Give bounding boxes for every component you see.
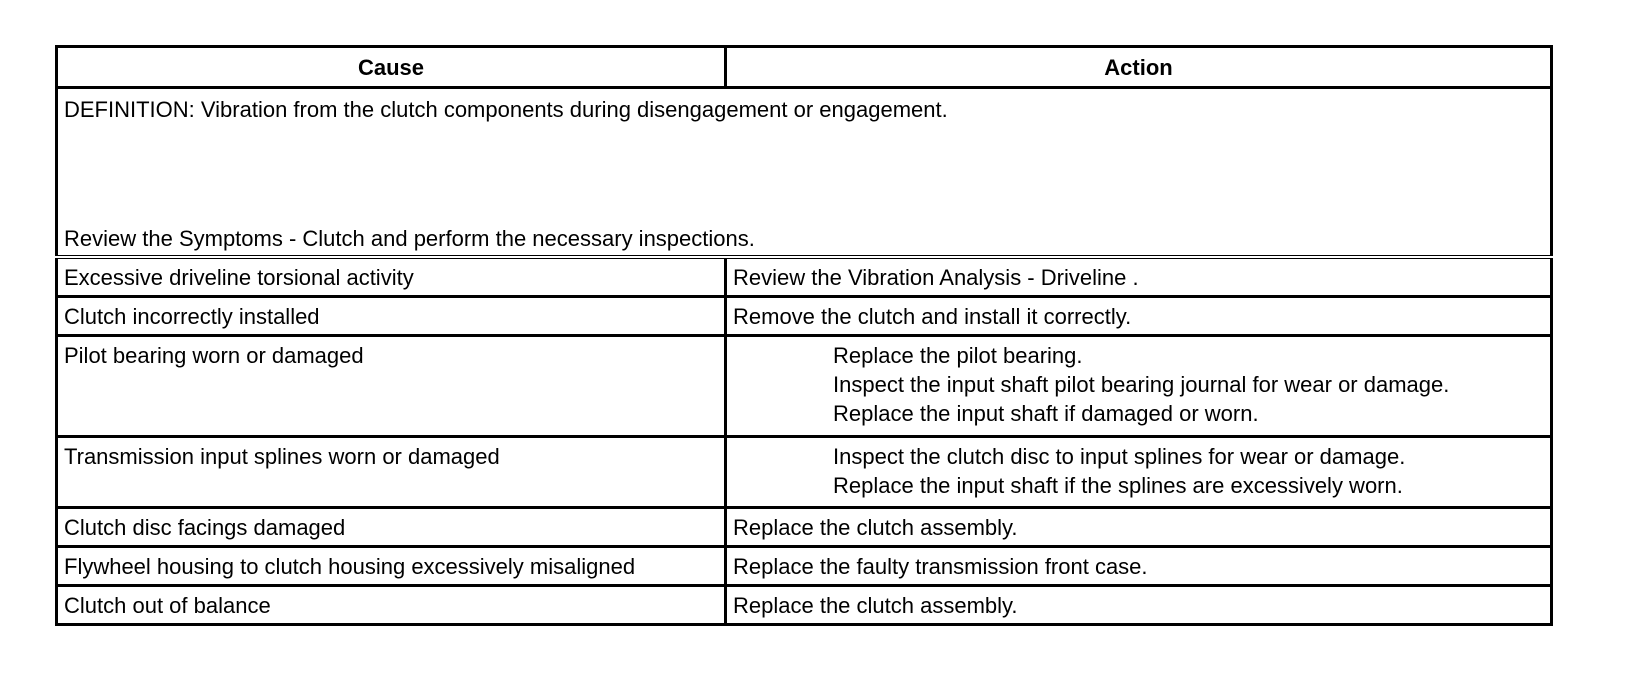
action-list	[733, 438, 1544, 500]
action-column-header: Action	[726, 47, 1552, 88]
action-list	[733, 337, 1544, 428]
table-row	[57, 297, 1552, 336]
action-cell	[726, 336, 1552, 437]
diagnosis-table	[55, 45, 1553, 626]
action-step: Replace the input shaft if the splines are excessively worn.	[833, 473, 1403, 498]
definition-text: DEFINITION: Vibration from the clutch components during disengagement or engagement.	[64, 97, 948, 122]
action-step: Replace the input shaft if damaged or worn.	[833, 401, 1259, 426]
definition-cell	[57, 88, 1552, 258]
cause-cell: Clutch disc facings damaged	[57, 508, 726, 547]
action-step: Replace the pilot bearing.	[833, 343, 1083, 368]
action-cell	[726, 437, 1552, 508]
cause-cell: Transmission input splines worn or damaged	[57, 437, 726, 508]
cause-cell: Clutch incorrectly installed	[57, 297, 726, 336]
action-step: Inspect the clutch disc to input splines for wear or damage.	[833, 444, 1406, 469]
header-row	[57, 47, 1552, 88]
cause-cell: Flywheel housing to clutch housing excessively misaligned	[57, 547, 726, 586]
table-row	[57, 508, 1552, 547]
cause-cell: Clutch out of balance	[57, 586, 726, 625]
table-row	[57, 257, 1552, 297]
action-cell: Review the Vibration Analysis - Driveline .	[726, 257, 1552, 297]
definition-row	[57, 88, 1552, 258]
table-row	[57, 547, 1552, 586]
action-cell: Replace the clutch assembly.	[726, 586, 1552, 625]
table-row	[57, 336, 1552, 437]
table-row	[57, 586, 1552, 625]
action-cell: Replace the faulty transmission front case.	[726, 547, 1552, 586]
action-cell: Replace the clutch assembly.	[726, 508, 1552, 547]
table-row	[57, 437, 1552, 508]
cause-cell: Excessive driveline torsional activity	[57, 257, 726, 297]
action-step: Inspect the input shaft pilot bearing journal for wear or damage.	[833, 372, 1450, 397]
cause-column-header: Cause	[57, 47, 726, 88]
cause-cell: Pilot bearing worn or damaged	[57, 336, 726, 437]
symptoms-review-text: Review the Symptoms - Clutch and perform the necessary inspections.	[64, 226, 755, 251]
action-cell: Remove the clutch and install it correctly.	[726, 297, 1552, 336]
